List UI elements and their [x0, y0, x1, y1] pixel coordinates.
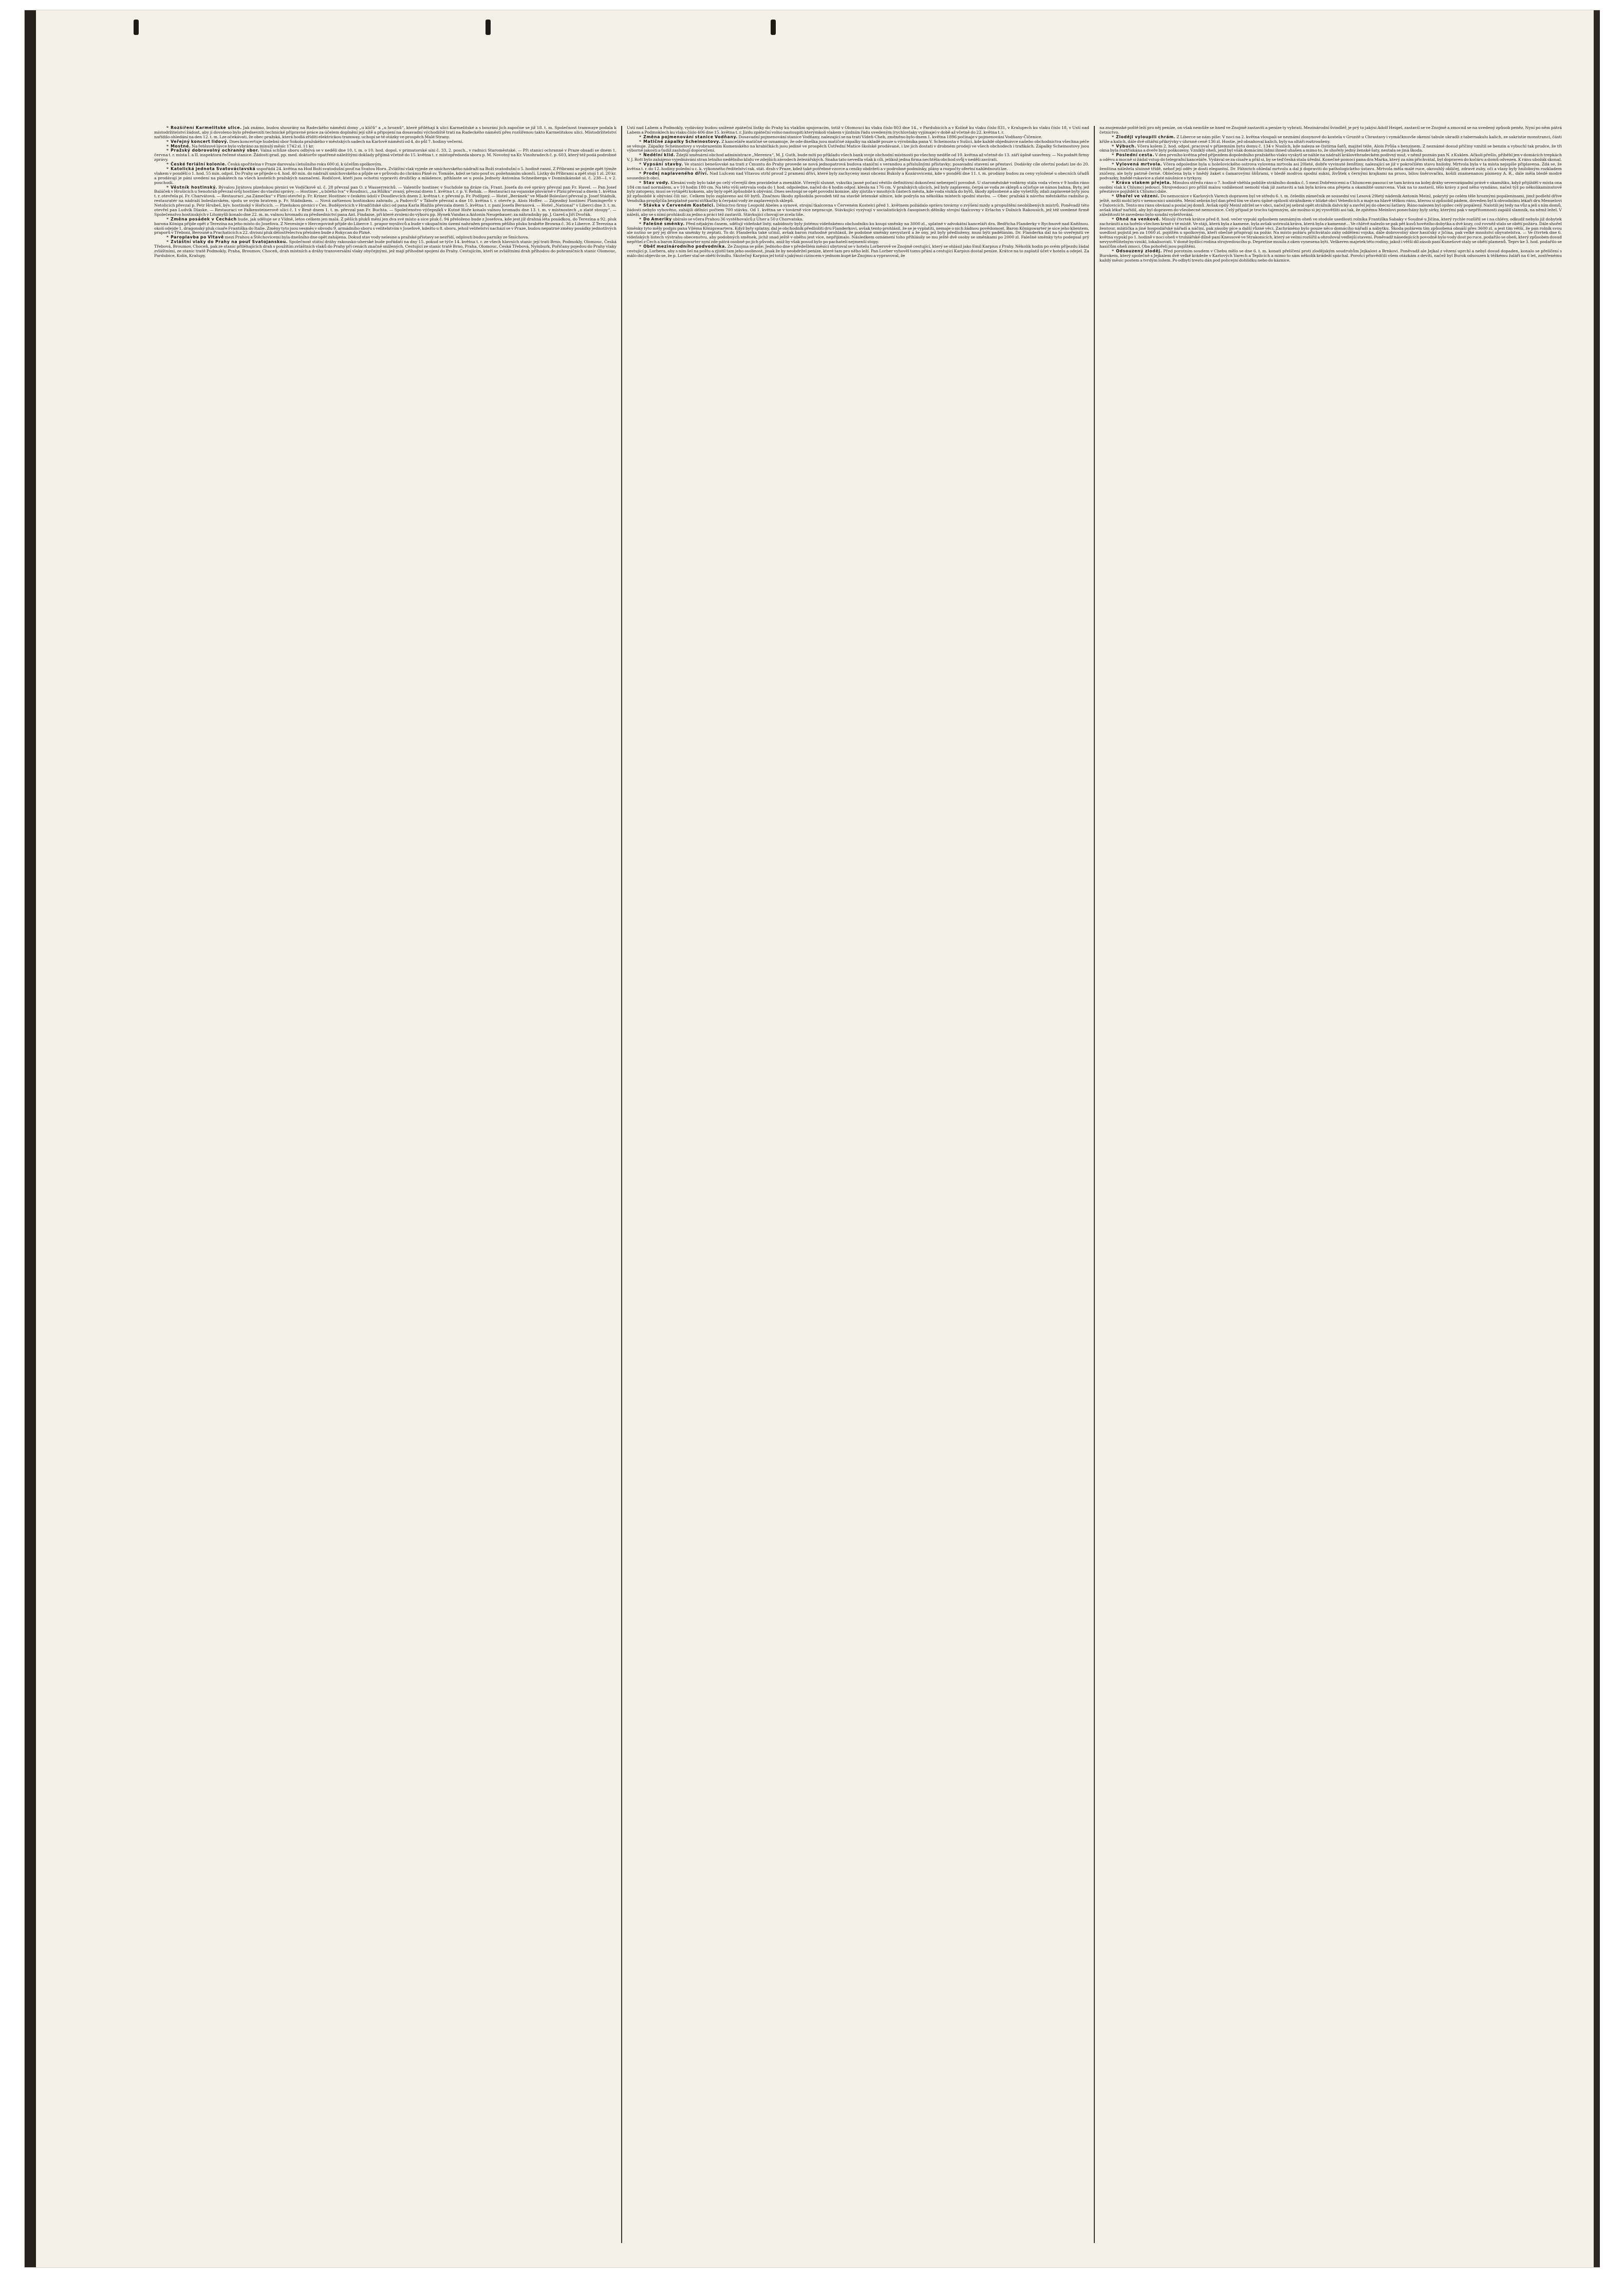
column-1	[154, 126, 617, 2243]
item-marker: *	[639, 180, 642, 185]
news-article	[154, 126, 617, 140]
article-headline: Vypsání stavby.	[643, 162, 683, 167]
item-marker: *	[1112, 162, 1114, 167]
item-marker: *	[1112, 180, 1114, 185]
article-headline: Změna pojmenování stanice Vodňany.	[643, 134, 738, 139]
item-marker: *	[166, 166, 169, 172]
top-mark	[134, 20, 139, 35]
news-article	[1099, 217, 1562, 249]
item-marker: *	[639, 139, 642, 144]
item-marker: *	[639, 153, 642, 158]
article-body: Bývalou Jirátovu plzeňskou pivnici ve Vodičkově ul. č. 28 převzal pan O. z Wasserreichů. — Valentův hostinec v Suchdole na dráze cís. Frant. Josefa do své správy převzal pan Fr. Havel. — Pan Josef Baláček v Hrušicích u Senohrab převzal svůj hostinec do vlastní správy. — Hostinec „u bílého lva“ v Roudnici, „na Růžku“ zvaný, převzal dnem 1. května t. r. p. V. Řehák. — Restauraci na vojanské plovárně v Plzni převzal a dnem 1. května t. r. otevřela pí. Fr. Charvátová. — Restauraci „na Zámečku“ v Plzni otevřel p. Fr. Kriner. Hostinec v českém údolí v Doudlevcích dnem 2. května t. r. převzal p. Fr. Podlipný. — Hotel „Beránek“ ve Mladé Boleslavi převzal p. Josef Stádník, restauratér na nádraží boleslavském, spolu se svým bratrem p. Fr. Stádníkem. — Nová zařízenou hostinskou zahradu „u Padovců“ v Táboře převzal a dne 10. května t. r. otevře p. Alois Hoffer. — Zájezdný hostinec Plamingerův v Netolicích převzal p. Petr Hrubeš, býv. hostinský v Hořicích. — Plzeňskou pivnici v Čes. Budějovicích v Hradčitské ulici od pana Karla Blažila převzala dnem 5. května t. r. paní Josefa Berauová. — Hotel „National“ v Liberci dne 3. t. m. otevřel pan Ludvík Dlaske. — Restauraci ve Falkensteinerově ulici č. 1 v Brně dnem 1. t. m. převzal pan Fr. Buchta. — Společenstvo výčepníků v Kutné Hoře konalo valnou hromadu dne 13. t. m. v místnostech „u zlaté stoupy“. — Společenstvo hostinských v Litomyšli konalo dne 22. m. m. valnou hromadu za předsednictví pana Ant. Findaise, při které zvoleni do výboru pp. Hynek Vandas a Antonín Neugebauer; za náhradníky pp. J. Gareš a Jiří Dvořák.	[154, 184, 617, 217]
article-headline: Pražský dobrovolný ochranný sbor.	[171, 148, 259, 153]
item-marker: *	[1112, 153, 1114, 158]
item-marker: *	[1112, 249, 1114, 254]
article-body: Z kanceláře matičné se oznamuje, že ode dneška jsou matičné zápalky na skladě pouze u výrobníka pana V. Scheinosta v Sušici, kde každé objednávce našeho obchodnictva všechna péče se věnuje. Zápalky Scheinostovy s vyobrazením Komenského na krabičkách jsou jediné ve prospěch Ústřední Matice školské prodávané, i lze jich dostati v drobném prodeji ve všech obchodech i trafikách. Zápalky Scheinostovy jsou výborné jakosti a tudíž zasluhují doporučení.	[627, 139, 1089, 153]
article-body: Do nemocnice v Karlových Varech dopraven byl ve středu 6. t. m. čeledín zámečník ze sousední vsi Lesová 29letý nádeník Antonín Meinl, pokrytý po celém těle hroznými popáleninami, jimž podlehl dříve ještě, nežli mohl býti v nemocnici umístěn. Meinl sebrán byl dan před tím ve stavu úplné opilosti strážníkem v blízké obci Vebedicích a maje na hlavě těžkou ránu, kterou si způsobil pádem, doveden byl k obvodnímu lékaři dru Menselovi v Dalovicích. Tento mu ránu obvázal a poslal jej domů. Avšak opilý Meinl zdržel se v obci, načež jej sebral opět strážník dalvický a zavřel jej do obecní šatlavy. Ráno nalezen byl opilec celý popálený. Nalotili jej tedy na vůz a jeli s ním domů, avšak lékař nařídil, aby byl dopraven do všeobecné nemocnice. Celý případ je trochu tajemným, ale možno si jej vysvětliti asi tak, že zpitému Meinlovi ponechány byly sirky, kterými pak v nepřítomnosti zapálil slamník, na němž ležel. V záležitosti té zavedeno bylo soudní vyšetřování.	[1099, 194, 1562, 217]
article-headline: Veřejný koncert lidový.	[171, 139, 229, 144]
news-article	[627, 162, 1089, 172]
item-marker: *	[166, 143, 169, 149]
article-body: Ždejší směnární obchod administrace „Merenra“, M. J. Guth, bude míti po příkladu všech bank svoje obchodní místnosti po všechny neděle od 10. května až včetně do 13. září úplně uzavřeny. — Na podnět firmy V. J. Rott bylo zahájeno vyjednávání stran letního nedělního klidu ve zdejších závodech železářských. Snaha tato nevedla však k cíli, jelikož jedna firma nechtěla obchod svůj v neděli zavírati.	[627, 153, 1089, 162]
news-article	[627, 181, 1089, 203]
article-headline: Oběť mezinárodního podvodníka.	[643, 244, 727, 249]
article-body: na znojemské poště leží pro něj peníze, on však nemůže se hned ve Znojmě zastaviti a peníze ty vybrati. Mezinárodní švindléř, je prý to jakýsi Adolf Heigel, zastavil se ve Znojmě a zmocnil se na uvedený způsob peněz. Nyní po něm pátrá četnictvo.	[1099, 126, 1562, 135]
article-headline: Zvláštní vlaky do Prahy na pouť Svatojanskou.	[171, 239, 288, 245]
news-article	[1099, 153, 1562, 162]
item-marker: *	[1112, 194, 1114, 199]
item-marker: *	[1112, 134, 1114, 139]
article-body: Česká spořitelna v Praze darovala i letošního roku 600 zl. k účelům spolkovým.	[227, 162, 383, 167]
article-headline: Výbuch.	[1116, 143, 1136, 149]
article-headline: Vylovená mrtvola.	[1116, 162, 1163, 167]
news-article	[627, 172, 1089, 181]
article-headline: Ohně na venkově.	[1116, 216, 1161, 221]
item-marker: *	[639, 162, 642, 167]
item-marker: *	[166, 235, 169, 240]
item-marker: *	[639, 244, 642, 249]
article-headline: Prodej naplaveného dříví.	[643, 171, 709, 176]
article-body: Minulou středu ráno o 7. hodině vběhla poblíže strážního domku č. 5 mezi Dobřenicemi a Chlumcem pasoucí se tam kráva na kolej dráhy severozápadní právě v okamžiku, když přijížděl v místa ona osobní vlak k Chlumci jedoucí. Strojvedoucí pro příliš malou vzdálenost nemohl vlak již zastaviti a tak byla kráva ona přejeta a okamžitě usmrcena. Vlak na to zastavil, tělo krávy z pod něho vyndáno, načež týž po několikaminutové přestávce pojížděl k Chlumci dále.	[1099, 180, 1562, 194]
article-body: Před porotním soudem v Chebu mělo se dne 6. t. m. konati přelíčení proti zlodějským soudruhům Jejkalovi a Brnkovi. Poněvadž ale Jejkal z vězení uprchl a nebyl dosud dopaden, konalo se přelíčení s Burokem, který společně s Jejkalem dvě velké krádeže v Karlových Varech a Teplicích a mimo to sám několik krádeží spáchal. Porotci přisvědčili všem otázkám z devíti, načež byl Burok odsouzen k těžkému žaláři na 6 let, zostřenému každý měsíc postem a tvrdým ložem. Po odbytí trestu dán pod policejní dohlídku nebo do káznice.	[1099, 249, 1562, 263]
item-marker: *	[166, 139, 169, 144]
column-3	[1099, 126, 1562, 2243]
article-headline: Odsouzený zloděj.	[1116, 249, 1162, 254]
article-body: Valná schůze sboru odbývá se v neděli dne 10. t. m. o 10. hod. dopol. v primatorské síni č. 33, 2. posch., v radnici Staroměstské. — Při stanici ochranné v Praze obsadí se dnem 1. června t. r. místa I. a II. inspektora řečené stanice. Žádosti grad. pp. med. doktorův opatřené náležitými doklady přijímá včetně do 15. května t. r. místopředseda sboru p. M. Novotný na Kr. Vinohradech č. p. 603, který též podá podrobné zprávy.	[154, 148, 617, 162]
article-headline: České feriální kolonie.	[171, 162, 227, 167]
news-article	[154, 186, 617, 217]
article-headline: Nedělní klid.	[643, 153, 676, 158]
article-headline: Paroplavba po Vltavě	[171, 235, 224, 240]
item-marker: *	[166, 126, 169, 130]
item-marker: *	[639, 216, 642, 221]
column-rule	[621, 126, 622, 2243]
article-body: Ze Znojma se píše: Jednoho dne v předešlém měsíci ubytoval se v hotelu Lorberově ve Znojmě cestující, který se ohlásil jako Emil Karpius z Prahy. Několik hodin po svém příjezdu žádal cestující p. Lorbera, aby s ním šel na poštu a zjistil tam jeho osobnost, jinak že by neobdržel peníze, které tam pro něho leží. Pan Lorber vyhověl tomu přání a cestující Karpius dostal peníze. Krátce na to zaplatil účet v hotelu a odejel. Za málo dní objevilo se, že p. Lorber stal se obětí švindlu. Skutečný Karpius jel totiž s jakýmsi cizincem v jednom kupé ke Znojmu a vypravoval, že	[627, 244, 1089, 258]
news-article	[154, 167, 617, 186]
article-headline: Uhořel ve vězení.	[1116, 194, 1160, 199]
news-article	[1099, 194, 1562, 217]
column-rule	[1094, 126, 1095, 2243]
article-headline: Do Ameriky	[643, 216, 672, 221]
item-marker: *	[166, 239, 169, 245]
article-body: Z Liberce se nám píše: V noci na 2. května vloupali se neznámí zlosynové do kostela v Gruntě u Chrastavy i vymáčknuvše okenní tabule ukradli z tabernakulu kalich, ze sakristie monstranci, části kříže a kalich, dále dvě oltářní přikrývky v úhrnné ceně 136 zl. Hostie, jež obsahoval kalich, byly na oltáři roztroušeny.	[1099, 134, 1562, 144]
news-article	[154, 149, 617, 162]
news-article	[154, 240, 617, 258]
article-body: Včera kolem 2. hod. odpol. pracoval v přízemním bytu domu č. 134 v Nuslích, kde naleza se čistírna šatů, majitel téže, Alois Průša s benzinem. Z neznámé dosud příčiny vznítil se benzin a vybuchl tak prudce, že tři okna byla roztřískána a dveře byly poškozeny. Vzniklý oheň, jenž byl však domácími lidmi ihned uhašen a mimo to, že shořely jedny ženské šaty, nestala se jiná škoda.	[1099, 143, 1562, 153]
item-marker: *	[1112, 216, 1114, 221]
article-headline: Věstník hostinský.	[171, 184, 217, 190]
article-body: Dnes koncertuje hudební sbor Sokola pražského v městských sadech na Karlově náměstí od 4. do půl 7. hodiny večerní.	[229, 139, 463, 144]
article-headline: Stav vody.	[643, 180, 670, 185]
article-body: Před nějakým časem, sdělují vídeňské listy, nabídnuty byly jistému vídeňskému obchodníku ku koupi směnky na 3000 zl., splatné v advokátní kanceláři dra. Bedřicha Flanderky v Rychnově nad Kněžnou. Směnky tyto měly podpis pana Viléma Königswartera. Když byly splatny, dal je obchodník předložiti dru Flanderkovi, avšak tento prohlásil, že se je vyplatiti, nemaje o nich žádnou povědomost. Baron Königswarter je sice jeho klientem, ale nutno se prý jej dříve na směnky ty zeptati. To dr. Flanderka také učinil, avšak baron rozhodně prohlásil, že podobné směnky nevystavil a že ony, jež byly předloženy, musí býti paděláním. Dr. Flanderka dal na to uveřejniti ve vídeňských listech výstrahu obecenstvu, aby podobných směnek, jichž snad ještě v oběhu jest více, nepřijímalo. Následkem oznámení toho přihlásily se mu ještě dvě osoby se směnkami po 2000 zl. Falešné směnky tyto podepsal prý nepřítel z Čech a baron Königswarter nyní zde pátrá osobně po jich původu, aniž by však posud bylo po pachateli nejmenší stopy.	[627, 221, 1089, 245]
column-2	[627, 126, 1089, 2243]
news-page	[154, 126, 1593, 2243]
article-body: Dosavadní pojmenování stanice Vodňany, nalezající se na trati Vídeň-Cheb, změněno bylo dnem 1. května 1896 počínaje v pojmenování Vodňany-Čičenice.	[738, 134, 1042, 139]
article-body: Nad Lužcem nad Vltavou strhl proud 2 pramení dříví, které byly zachyceny mezi obcemi Bukoly a Kozárovicemi, kde v pondělí dne 11. t. m. prodány budou za ceny vyložené u obecních úřadů sousedních obcí.	[627, 171, 1089, 180]
article-body: Ústí nad Labem a Podmokly, vydávány budou snížené zpáteční lístky do Prahy ku vlakům spojovacím, totiž v Olomouci ku vlaku číslo 803 dne 14., v Pardubicích a v Kolíně ku vlaku číslo 831, v Kralupech ku vlaku číslo 18, v Ústí nad Labem a Podmoklech ku vlaku číslo 406 dne 15. května t. r. Jízdu zpáteční volno nastoupiti kterýmkoli vlakem v jízdním řádu uvedeným (rychlovlaky vyjímaje) v době až včetně do 22. května t. r.	[627, 126, 1089, 135]
news-article	[627, 222, 1089, 245]
article-body: Ve stanici benešovské na trati z Čmuntu do Prahy provede se nová jednopatrová budova staniční s verandou a příslušnými přístavky; posavadní stavení se přestaví. Dodávky cíle ofertní podati lze do 20. května t. r. do 12. hodiny polední u c. k. výkonného ředitelství rak. stát. drah v Praze, kdež také potřebné vzorce a ceníky obdržeti a v podrobné podmínky, plány a rozpočty ofertní nahlédnouti lze.	[627, 162, 1089, 172]
news-article	[1099, 126, 1562, 135]
article-body: uspořádá 24. května na Hod Boží svatodušní pouť na Svatou Horu. Zvláštní vlak vyjede ze smíchovského nádraží na Boží svatodušní o 5. hodině ranní. Z Příbrami se pojede zpět týmže vlakem v pondělí o 1. hod. 55 min. odpol. Do Prahy se přijede o 4. hod. 40 min. do nádraží smíchovského a půjde se v průvodu do chrámu Páně sv. Tomáše, kdež se tato pouť sv. požehnáním ukončí. Lístky do Příbrami a zpět stojí 1 zl. 20 kr. a prodávají je páni uvedení na plakátech na všech kostelích pražských naznačení. Rodičové, kteří jsou ochotni vypraviti družičky a mládence, přihlaste se u posla Jednoty Antonína Schneiberga v Dominikánské ul. č. 238—I. v 2. poschodí.	[154, 166, 617, 185]
article-headline: Matičné zápalky Scheinostovy.	[643, 139, 721, 144]
scan-left-edge	[25, 10, 36, 2267]
item-marker: *	[639, 171, 642, 176]
article-headline: Rozšíření Karmelitské ulice.	[171, 126, 242, 130]
article-body: Včera odpoledne byla u holešovického ostrova vylovena mrtvola asi 20leté, dobře vyvinuté ženštiny, nalezající se již v pokročilém stavu hniloby. Mrtvola byla v ta místa nejspíše připlavena. Zdá se, že ženština náležela sluinné třídě, neboť její oděv je dosti elegantní. Dr. Fähnrich ohledal mrtvolu a dal ji dopraviti do pathologického ústavu. Mrtvola měla malé ruce, okrouhlý obličej, zdravé zuby, oči a vlasy byly hnilobným rozkladem zničeny, ale byly patrně černé. Oblečena byla v hnědý žaket s čamarovými šňůrami, v bledě modrou spodní sukni, živůtek s černými krajkami na prsou, bílou šněrovačku, košili znamenanou písmeny A. R., dále měla bledě modré podvazky, hnědé rukavice a zlaté náušnice s tyrkysy.	[1099, 162, 1562, 180]
item-marker: *	[166, 148, 169, 153]
article-body: Dělnictvo firmy Leopold Abeles a synové, strojní tkalcovna v Červeném Kostelci před 1. květnem požádalo správu továrny o zvýšení mzdy a propuštění neoblíbených mistrů. Poněvadž této žádosti nebylo vyhověno, zahájili dělníci počtem 700 stávku. Od 1. května se v továrně více nepracuje. Stávkující vyzývají v socialistických časopisech dělníky strojní tkalcovny v Erlachn v Dolních Rakousích, jež též uvedené firmě náleží, aby se s nimi prohlásili za jedno a práci též zastavili. Stávkující chovají se zcela tiše.	[627, 203, 1089, 217]
news-article	[1099, 249, 1562, 263]
article-body: V den prvního května před příjezdem dopoledního pražského vlaku vyskytl se náhle na nádraží královéhradeckém podivný muž, v němž poznán pan N. z Kuklen. Ačkoli přešlo, přiběhl jen v domácích trepkách a oděvu a mocně si žádal vstup do telegrafní kanceláře. Vydával se za císaře a přál si, by se teď česká stala úřední. Konečně pomocí pana dra Marka, který za ním přichvátal, byl dopraven do kočáru a domů odvezen. K ránu ubožák skonal.	[1099, 153, 1562, 162]
article-headline: Mostné.	[171, 143, 191, 149]
article-body: Jak známo, budou shourány na Radeckého náměstí domy „u klíčů“ a „u hroznů“, které přiléhají k ulici Karmelitské a s bourání jich započne se již 18. t. m. Společnost tramwaye podala k místodržitelství žádost, aby jí dovoleno bylo předsevzíti technické přípravné práce za účelem doplnění její sítě a připojení na dosavadní východiště trati na Radeckého náměstí přes rozšířenou takto Karmelitskou ulici. Místodržitelství nařídilo ohledání na den 12. t. m. Lze očekávati, že obec pražská, která hodlá zříditi elektrickou tramway, uchopí se té otázky ve prospěch Malé Strany.	[154, 126, 617, 139]
article-headline: Zloději vyloupili chrám.	[1116, 134, 1176, 139]
article-body: Společnost státní dráhy rakousko-uherské bude pořádati na dny 15. pokud se týče 14. května t. r. ze všech hlavních stanic její trati Brno, Podmokly, Olomouc, Česká Třebová, Broumov, Choceň, pak ze stanic přiléhajících drah s použitím zvláštních vlaků do Prahy při cenách značně snížených. Cestující ze stanic tratě Brno, Praha, Olomouc, Česká Třebová, Nymburk, Pořičany pojedou do Prahy vlaky zvláštními, ze stanic tratě Podmokly, Praha, Broumov, Choceň, drah místních a dráhy transversální vlaky obyčejnými, jež mají příhodné spojení do Prahy. Cestujícím, kteří se zvláštními drah příhodou do pohraničních stanic Olomouc, Pardubice, Kolín, Kralupy,	[154, 239, 617, 258]
item-marker: *	[166, 184, 169, 190]
news-article	[1099, 144, 1562, 154]
article-headline: Falešné směnky.	[643, 221, 685, 226]
news-article	[627, 203, 1089, 217]
article-headline: Kráva vlakem přejeta.	[1116, 180, 1172, 185]
news-article	[1099, 135, 1562, 144]
top-mark	[486, 20, 491, 35]
article-headline: Katolická jednota Svatováclavská	[171, 166, 256, 172]
article-headline: Poslední cesta.	[1116, 153, 1154, 158]
item-marker: *	[639, 221, 642, 226]
news-article	[627, 245, 1089, 258]
article-body: bude, jak sděluje se z Vídně, letos celkem jen malá. Z pěších pluků mění jen dva své místo a sice pluk č. 94 přeloženo bude z Josefova, kde jest jíž drahná léta posádkou, do Terezína a 92. pluk barona Königa přijde opět z Terezína na jeho místo do Josefova. Z Nevesinje v Hercegovině přijde do Liberce 1. prapor myslivců a bude v okupačním území nahražen praporem pěšího pluku hraběte Browna č. 36 z Liberce. Z Terezína a okolí odejde 1. dragonský pluk císaře Františka do Italie. Změny tyto jsou vesměs v obvodu 9. armádního sboru s velitelstvím v Josefově, kdežto u 8. sboru, jehož velitelství nachází se v Praze, budou nepatrné změny posádky jednotlivých praporů v Třeboni, Berouně a Prachaticích a 22. divisní pluk dělostřelectva přeložen bude z Rokycan do Plzně.	[154, 216, 617, 235]
news-article	[627, 153, 1089, 162]
news-article	[627, 140, 1089, 154]
item-marker: *	[166, 216, 169, 221]
news-article	[154, 217, 617, 236]
news-article	[1099, 181, 1562, 195]
article-headline: Změna posádek v Čechách	[171, 216, 237, 221]
item-marker: *	[639, 203, 642, 208]
article-body: ubíralo se včera Prahou 36 vystěhovalců z Uher a 50 z Chorvatska.	[673, 216, 804, 221]
news-article	[627, 126, 1089, 135]
article-body: Na řetězové lávce bylo vybráno za minulý měsíc 1742 zl. 11 kr.	[192, 143, 314, 149]
article-body: mezi Prahou a Štěchovicemi byla dnešního dne opět zahájena. Dokud stav vody nelesne a pražské přístavy se nezřídí, odplouti budou parníky ze Smíchova.	[225, 235, 529, 240]
article-body: Klesání vody bylo také po celý včerejší den pravidelné a znenáhlé. Včerejší slunné, vskutku jasné počasí věstilo definitivní dokončení nebezpečí povodně. U staroměstské vodárny stála voda včera v 9 hodin ráno 184 cm nad normálem, a v 10 hodin 180 cm. Na této výši setrvala voda do 1 hod. odpoledne, načež do 4 hodin odpol. klesla na 176 cm. V pražských ulicích, jež byly zaplaveny, čerpá se voda ze sklepů a očisťuje se nános bahna. Byty, jež byly zatopeny, musí se vytápěti koksem, aby byly opět způsobilé k obývání. Dnes sestoupí se opět povodní komise, aby zjistila v mnohých částech města, kde voda vnikla do bytů, škody způsobené a aby vyšetřily, zdali zaplavené byty jsou již způsobilé k obývání čili nic. Celkem bylo zaplaveno asi 60 bytů. Značnou škodu způsobila povodeň též na stavbě letenské silnice, kde podryla na několika místech spodní stavbu. — Obec pražská k návrhu městského radního p. Vendulka propůjčila bezplatně parní stříkačky k čerpání vody ze zaplavených sklepů.	[627, 180, 1089, 203]
top-mark	[771, 20, 776, 35]
item-marker: *	[1112, 143, 1114, 149]
news-article	[1099, 162, 1562, 181]
article-body: Minulý čtvrtek krátce před 8. hod. večer vypukl způsobem neznámým oheň ve stodole usedlosti rolníka Františka Sabaky v Soudné u Jičína, který rychle rozšířil se i na chlévy, odkudž nebylo již dobytek zachrániti a na hořelo všechen krmě v té místě. Ve stáji, která byla z kamene, byla avšak ustrnulá kráva, která byla z kamenné... Ve chlévě nalezlo se pak pět kusů hovězího dobytka a dvě kozy, což rovněž stalo se obětí požáru. Dále shořel žentour, mlátička a jiné hospodářské nářadí a náčiní, pak zásoby píce a další různé věci. Zachráněno bylo pouze něco domácího nářadí a nábytku. Škoda požárem tím způsobená obnáší přes 3600 zl. a jest tím větší, že pan rolník svou usedlost pojistil jen za 1060 zl. pojištěn u spolkovým, kteří obečně přispívají na požár. Na místo požáru přichvátalo záhy oddělení vojska, dále dobrovolný sbor hasičský z Jičína, pak velké množství obyvatelstva. — Ve čtvrtek dne 6. května vypukl po 1. hodině v noci oheň v truhlářské dílně paní Knessové ve Strakonicích, který se velmi rozšířil a ohrožoval vedlejší stavení. Poněvadž násedejících povodně bylo vody dost po ruce, podařilo se oheň, který způsoben dosud nevysvětlitelným vznikl, lokalisovati. V domě bydlící rodina strojvedoucího p. Depretise musila z oken vynesena býti. Veškeren majetek této rodiny, jakož i větší díl zásob paní Kunešové staly se obětí plamenů. Teprv ke 3. hod. podařilo se hasičům oheň zmoci. Oba pohořelí jsou pojištěni.	[1099, 216, 1562, 249]
item-marker: *	[639, 134, 642, 139]
scan-right-edge	[1594, 10, 1600, 2267]
item-marker: *	[166, 162, 169, 167]
article-headline: Stávka v Červeném Kostelci.	[643, 203, 716, 208]
